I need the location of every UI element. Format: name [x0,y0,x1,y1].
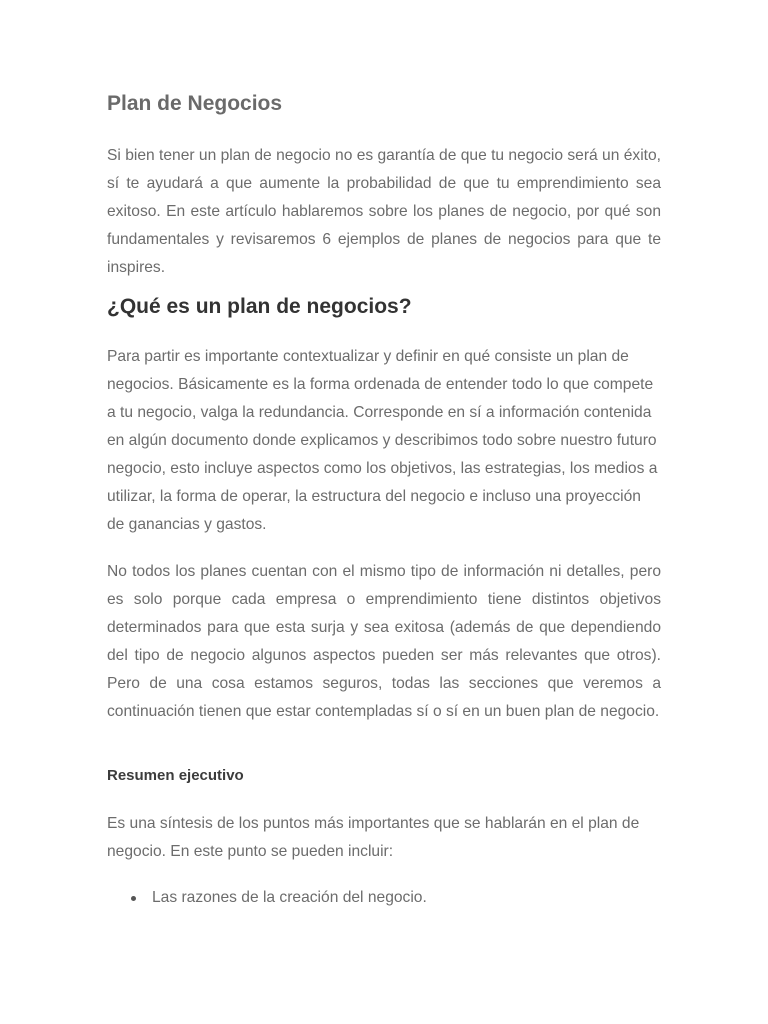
bullet-icon [131,896,136,901]
definition-paragraph: Para partir es importante contextualizar y definir en qué consiste un plan de negocios. Básicamente es la forma ordenada de entender todo lo que compete a tu negocio, valga la redundancia. Corresponde en sí a información contenida en algún documento donde explicamos y describimos todo sobre nuestro futuro negocio, esto incluye aspectos como los objetivos, las estrategias, los medios a utilizar, la forma de operar, la estructura del negocio e incluso una proyección de ganancias y gastos. [107,348,658,533]
list-item-text: Las razones de la creación del negocio. [152,889,427,906]
page-title: Plan de Negocios [107,92,283,115]
variation-paragraph: No todos los planes cuentan con el mismo tipo de información ni detalles, pero es solo porque cada empresa o emprendimiento tiene distintos objetivos determinados para que esta surja y sea exitosa (además de que dependiendo del tipo de negocio algunos aspectos pueden ser más relevantes que otros). Pero de una cosa estamos seguros, todas las secciones que veremos a continuación tienen que estar contempladas sí o sí en un buen plan de negocio. [107,563,661,720]
list-item [107,884,661,912]
section-heading: ¿Qué es un plan de negocios? [107,295,412,318]
bullet-list [107,884,661,912]
summary-paragraph: Es una síntesis de los puntos más importantes que se hablarán en el plan de negocio. En este punto se pueden incluir: [107,815,640,860]
subheading-resumen: Resumen ejecutivo [107,767,244,784]
intro-paragraph: Si bien tener un plan de negocio no es garantía de que tu negocio será un éxito, sí te ayudará a que aumente la probabilidad de que tu emprendimiento sea exitoso. En este artículo hablaremos sobre los planes de negocio, por qué son fundamentales y revisaremos 6 ejemplos de planes de negocios para que te inspires. [107,147,661,276]
